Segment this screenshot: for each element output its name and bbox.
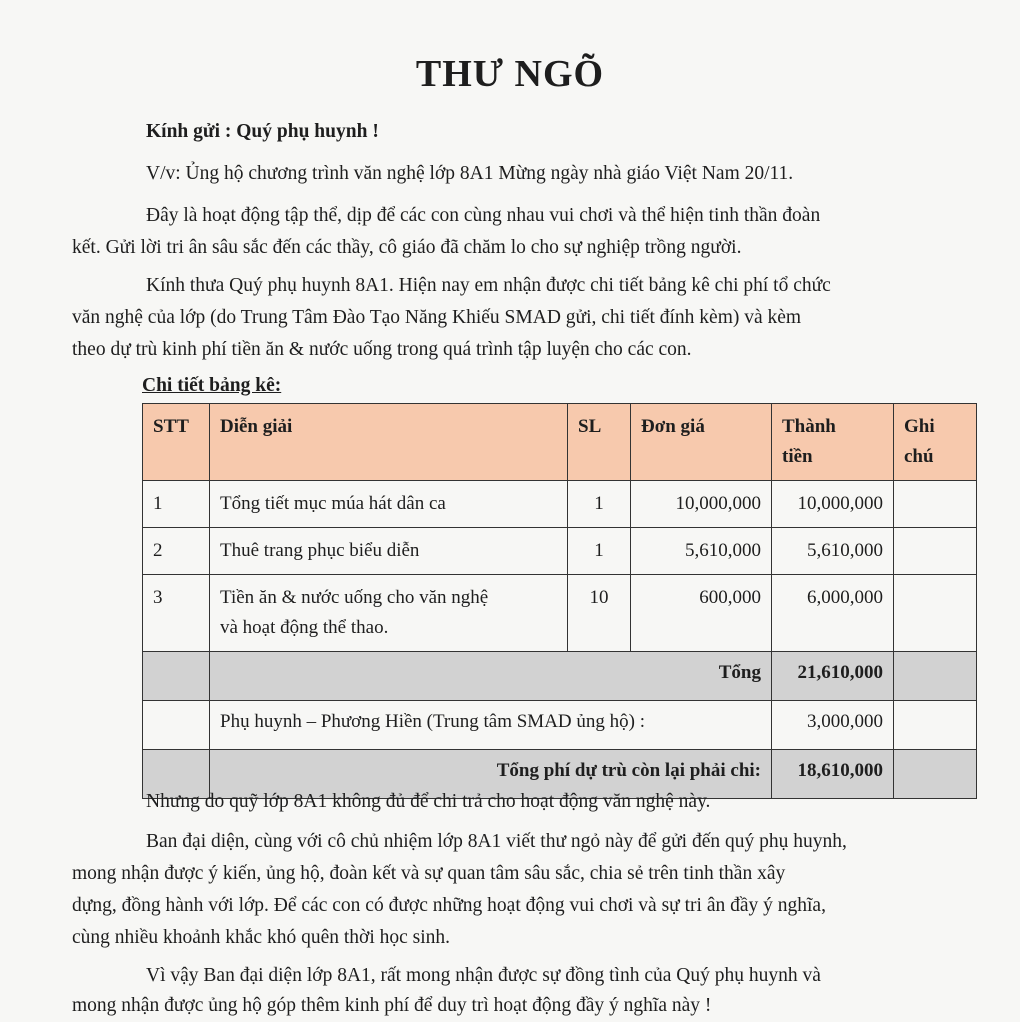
final-line-1: Vì vậy Ban đại diện lớp 8A1, rất mong nhận được sự đồng tình của Quý phụ huynh và [146, 965, 821, 986]
intro-line-1: Đây là hoạt động tập thể, dịp để các con cùng nhau vui chơi và thể hiện tinh thần đoàn [146, 205, 821, 226]
row-qty: 10 [568, 575, 631, 652]
row-qty: 1 [568, 528, 631, 575]
row-stt: 1 [143, 481, 210, 528]
row-qty: 1 [568, 481, 631, 528]
expense-table [142, 403, 977, 799]
subject-line: V/v: Ủng hộ chương trình văn nghệ lớp 8A1 Mừng ngày nhà giáo Việt Nam 20/11. [146, 163, 794, 184]
support-value: 3,000,000 [772, 701, 894, 750]
remaining-note-cell [894, 750, 977, 799]
total-row [143, 652, 977, 701]
support-note-cell [894, 701, 977, 750]
after-table-text: Nhưng do quỹ lớp 8A1 không đủ để chi trả cho hoạt động văn nghệ này. [146, 791, 711, 812]
header-desc: Diễn giải [210, 404, 568, 481]
total-empty-cell [143, 652, 210, 701]
support-label: Phụ huynh – Phương Hiền (Trung tâm SMAD ủng hộ) : [210, 701, 772, 750]
header-amount-line2: tiền [782, 446, 813, 467]
total-note-cell [894, 652, 977, 701]
total-label: Tổng [210, 652, 772, 701]
support-empty-cell [143, 701, 210, 750]
row-unit-price: 600,000 [631, 575, 772, 652]
row-unit-price: 10,000,000 [631, 481, 772, 528]
row-desc-line2: và hoạt động thể thao. [220, 617, 389, 638]
row-stt: 3 [143, 575, 210, 652]
header-unit-price: Đơn giá [631, 404, 772, 481]
body-line-1: Kính thưa Quý phụ huynh 8A1. Hiện nay em nhận được chi tiết bảng kê chi phí tổ chức [146, 275, 831, 296]
row-note [894, 528, 977, 575]
header-note-line1: Ghi [904, 416, 935, 437]
row-desc: Tổng tiết mục múa hát dân ca [210, 481, 568, 528]
intro-line-2: kết. Gửi lời tri ân sâu sắc đến các thầy, cô giáo đã chăm lo cho sự nghiệp trồng người. [72, 237, 742, 258]
closing-line-4: cùng nhiều khoảnh khắc khó quên thời học sinh. [72, 927, 451, 948]
total-value: 21,610,000 [772, 652, 894, 701]
final-line-2: mong nhận được ủng hộ góp thêm kinh phí để duy trì hoạt động đầy ý nghĩa này ! [72, 995, 712, 1016]
table-row [143, 528, 977, 575]
header-amount-line1: Thành [782, 416, 836, 437]
row-desc [210, 575, 568, 652]
header-note-line2: chú [904, 446, 934, 467]
greeting: Kính gửi : Quý phụ huynh ! [146, 121, 379, 142]
support-row [143, 701, 977, 750]
row-desc-line1: Tiền ăn & nước uống cho văn nghệ [220, 587, 489, 608]
closing-line-2: mong nhận được ý kiến, ủng hộ, đoàn kết và sự quan tâm sâu sắc, chia sẻ trên tinh thần xây [72, 863, 786, 884]
header-qty: SL [568, 404, 631, 481]
header-note [894, 404, 977, 481]
table-row [143, 575, 977, 652]
row-unit-price: 5,610,000 [631, 528, 772, 575]
table-heading: Chi tiết bảng kê: [142, 375, 282, 396]
body-line-2: văn nghệ của lớp (do Trung Tâm Đào Tạo Năng Khiếu SMAD gửi, chi tiết đính kèm) và kèm [72, 307, 802, 328]
closing-line-3: dựng, đồng hành với lớp. Để các con có được những hoạt động vui chơi và sự tri ân đầy ý nghĩa, [72, 895, 826, 916]
header-amount [772, 404, 894, 481]
row-stt: 2 [143, 528, 210, 575]
remaining-label: Tổng phí dự trù còn lại phải chi: [210, 750, 772, 799]
table-row [143, 481, 977, 528]
table-header-row [143, 404, 977, 481]
closing-line-1: Ban đại diện, cùng với cô chủ nhiệm lớp 8A1 viết thư ngỏ này để gửi đến quý phụ huynh, [146, 831, 847, 852]
row-note [894, 575, 977, 652]
row-amount: 10,000,000 [772, 481, 894, 528]
row-note [894, 481, 977, 528]
remaining-value: 18,610,000 [772, 750, 894, 799]
header-stt: STT [143, 404, 210, 481]
body-line-3: theo dự trù kinh phí tiền ăn & nước uống trong quá trình tập luyện cho các con. [72, 339, 692, 360]
row-amount: 5,610,000 [772, 528, 894, 575]
letter-title: THƯ NGÕ [415, 53, 605, 95]
row-amount: 6,000,000 [772, 575, 894, 652]
row-desc: Thuê trang phục biểu diễn [210, 528, 568, 575]
